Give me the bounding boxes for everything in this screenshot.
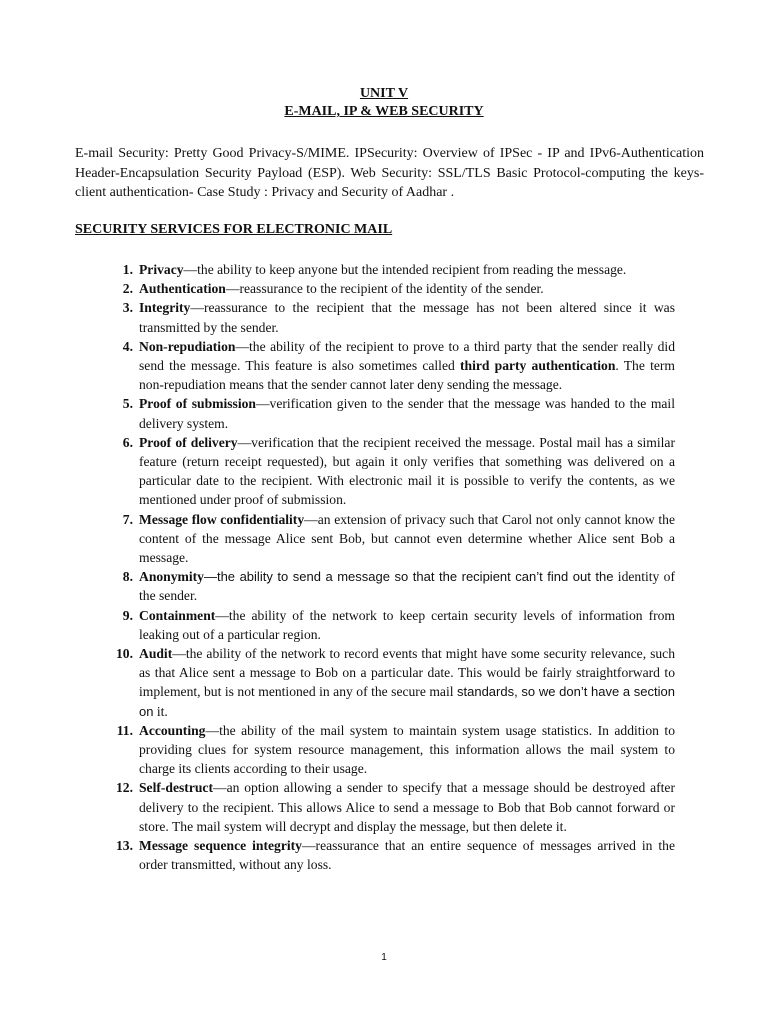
item-number: 13. <box>116 838 133 854</box>
item-text: —the ability of the network to record events that might have some security relevance, such as that Alice sent a message to Bob on a particular date. This would be fairly straightforward to implement, but is not mentioned in any of the secure mail <box>139 646 675 700</box>
item-number: 1. <box>122 262 133 277</box>
item-term: Anonymity <box>139 569 204 585</box>
list-item <box>103 606 675 644</box>
item-term: Containment <box>139 607 216 623</box>
page-number: 1 <box>381 952 387 963</box>
list-item <box>103 394 675 432</box>
section-heading: SECURITY SERVICES FOR ELECTRONIC MAIL <box>75 222 393 237</box>
item-text: —the ability to keep anyone but the intended recipient from reading the message. <box>183 262 627 277</box>
item-term: Proof of delivery <box>139 434 238 450</box>
item-number: 12. <box>116 780 133 796</box>
item-term: Non-repudiation <box>139 338 236 354</box>
list-item <box>103 836 675 874</box>
list-item <box>103 567 675 605</box>
item-term: Integrity <box>139 300 191 316</box>
list-item <box>103 260 675 279</box>
item-term: Accounting <box>139 722 206 738</box>
list-item <box>103 337 675 395</box>
intro-paragraph: E-mail Security: Pretty Good Privacy-S/MIME. IPSecurity: Overview of IPSec - IP and IPv6-Authentication Header-Encapsulation Security Payload (ESP). Web Security: SSL/TLS Basic Protocol-computing the keys- client authentication- Case Study : Privacy and Security of Aadhar . <box>75 146 704 200</box>
item-term: Proof of submission <box>139 396 256 412</box>
item-text: —reassurance to the recipient of the identity of the sender. <box>225 281 544 297</box>
list-item <box>103 721 675 779</box>
item-number: 10. <box>116 646 133 662</box>
item-text: —the ability of the mail system to maintain system usage statistics. In addition to providing clues for system resource management, this information allows the mail system to charge its clients according to their usage. <box>139 722 675 777</box>
list-item <box>103 433 675 510</box>
item-term: Audit <box>139 646 173 662</box>
list-item <box>103 298 675 336</box>
item-text: —an extension of privacy such that Carol not only cannot know the content of the message Alice sent Bob, but cannot even determine whether Alice sent Bob a message. <box>139 511 675 566</box>
item-text: —the ability of the recipient to prove to a third party that the sender really did send the message. This feature is also sometimes called <box>139 338 675 374</box>
item-number: 7. <box>122 511 133 527</box>
subject-title: E-MAIL, IP & WEB SECURITY <box>284 104 484 119</box>
item-text-alt-font: standards, so we don’t have a section on <box>139 684 675 719</box>
item-text: identity of the sender. <box>139 569 675 604</box>
item-text: —verification given to the sender that the message was handed to the mail delivery system. <box>139 396 675 431</box>
item-number: 5. <box>122 396 133 412</box>
item-text: —reassurance to the recipient that the message has not been altered since it was transmitted by the sender. <box>139 300 675 335</box>
item-bold-phrase: third party authentication <box>459 358 616 374</box>
unit-title: UNIT V <box>359 86 409 101</box>
title-block <box>0 85 768 121</box>
security-services-list <box>103 260 675 875</box>
item-number: 11. <box>116 722 133 738</box>
item-number: 2. <box>122 281 133 297</box>
item-term: Message sequence integrity <box>139 838 302 854</box>
item-term: Self-destruct <box>139 780 213 796</box>
item-number: 6. <box>122 434 133 450</box>
item-text: —an option allowing a sender to specify that a message should be destroyed after delivery to the recipient. This allows Alice to send a message to Bob that Bob cannot forward or store. The mail system will decrypt and display the message, but then delete it. <box>139 780 675 834</box>
item-text: —verification that the recipient received the message. Postal mail has a similar feature (return receipt requested), but again it only verifies that something was delivered on a particular date to the recipient. With electronic mail it is possible to verify the contents, as we mentioned under proof of submission. <box>139 434 675 508</box>
item-number: 3. <box>122 300 133 316</box>
item-text-alt-font: —the ability to send a message so that the recipient can’t find out the <box>203 569 614 585</box>
item-text: —reassurance that an entire sequence of messages arrived in the order transmitted, without any loss. <box>139 838 675 873</box>
item-number: 4. <box>122 338 133 354</box>
list-item <box>103 778 675 836</box>
item-term: Authentication <box>139 281 226 297</box>
item-text-continued: . The term non-repudiation means that the sender cannot later deny sending the message. <box>139 358 675 393</box>
item-text-continued: it. <box>153 703 168 719</box>
item-number: 8. <box>122 569 133 585</box>
list-item <box>103 279 675 298</box>
list-item <box>103 510 675 568</box>
item-term: Privacy <box>139 262 184 277</box>
item-text: —the ability of the network to keep certain security levels of information from leaking out of a particular region. <box>139 607 675 642</box>
list-item <box>103 644 675 721</box>
item-term: Message flow confidentiality <box>139 511 305 527</box>
item-number: 9. <box>122 607 133 623</box>
